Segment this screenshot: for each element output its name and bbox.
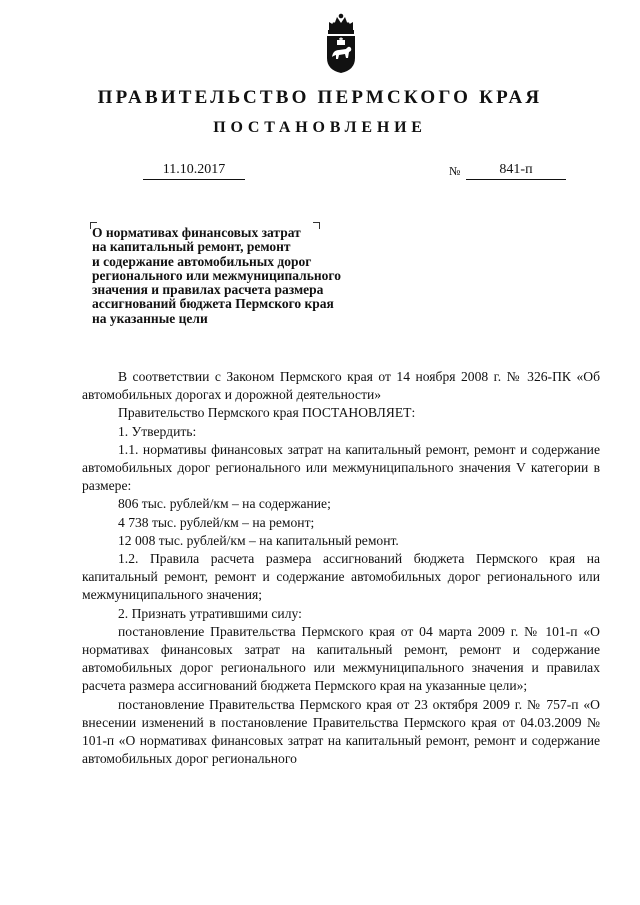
resolves-paragraph: Правительство Пермского края ПОСТАНОВЛЯЕТ: [118,405,416,421]
subject-line: ассигнований бюджета Пермского края [92,296,334,312]
document-number: 841-п [466,162,566,180]
norm-maintenance: 806 тыс. рублей/км – на содержание; [118,496,331,512]
item-1: 1. Утвердить: [118,423,197,439]
preamble-paragraph: В соответствии с Законом Пермского края от 14 ноября 2008 г. № 326-ПК «Об автомобильных дорогах и дорожной деятельности» [82,369,600,403]
subject-line: и содержание автомобильных дорог [92,253,312,269]
subject-line: на капитальный ремонт, ремонт [92,239,291,255]
subject-line: регионального или межмуниципального [92,267,341,283]
norm-capital-repair: 12 008 тыс. рублей/км – на капитальный ремонт. [118,532,399,548]
repealed-act-2: постановление Правительства Пермского края от 23 октября 2009 г. № 757-п «О внесении изменений в постановление Правительства Пермского края от 04.03.2009 № 101-п «О нормативах финансовых затрат на капитальный ремонт, ремонт и содержание автомобильных дорог регионального [82,696,600,767]
document-subject [92,226,382,326]
document-body [82,368,600,768]
number-label: № [449,164,461,178]
repealed-act-1: постановление Правительства Пермского края от 04 марта 2009 г. № 101-п «О нормативах финансовых затрат на капитальный ремонт, ремонт и содержание автомобильных дорог регионального или межмуниципального значения и правилах расчета размера ассигнований бюджета Пермского края на указанные цели»; [82,623,600,694]
item-1-1: 1.1. нормативы финансовых затрат на капитальный ремонт, ремонт и содержание автомобильных дорог регионального или межмуниципального значения V категории в размере: [82,441,600,494]
subject-line: значения и правилах расчета размера [92,282,324,298]
subject-line: на указанные цели [92,310,208,326]
norm-repair: 4 738 тыс. рублей/км – на ремонт; [118,514,315,530]
item-1-2: 1.2. Правила расчета размера ассигнований бюджета Пермского края на капитальный ремонт, ремонт и содержание автомобильных дорог регионального или межмуниципального значения; [82,551,600,603]
document-type: ПОСТАНОВЛЕНИЕ [213,119,427,136]
perm-krai-coat-of-arms-icon [324,12,358,74]
document-date: 11.10.2017 [143,162,245,180]
subject-line: О нормативах финансовых затрат [92,225,301,240]
item-2: 2. Признать утратившими силу: [118,605,302,621]
government-title: ПРАВИТЕЛЬСТВО ПЕРМСКОГО КРАЯ [97,87,543,108]
